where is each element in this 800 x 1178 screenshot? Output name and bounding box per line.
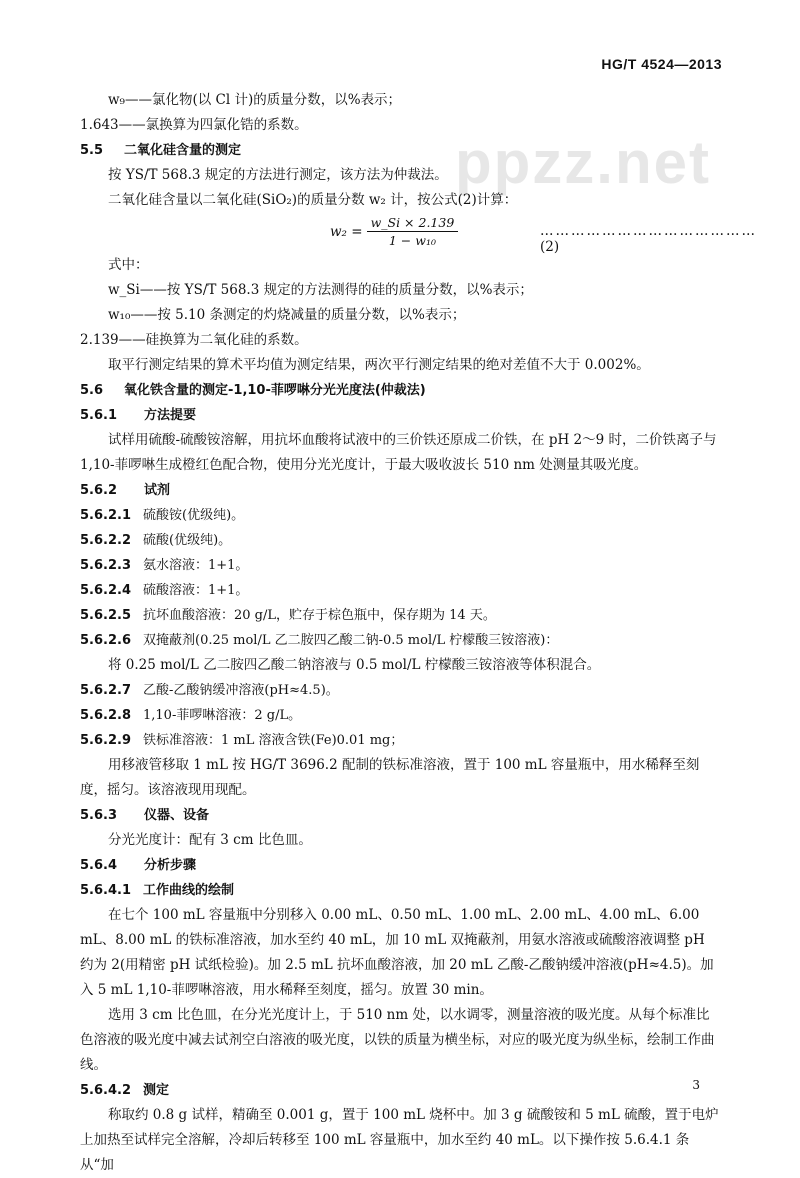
section-title: 试剂 — [144, 483, 171, 498]
reagent-6 — [80, 628, 720, 653]
section-5-6-3-heading — [80, 803, 720, 828]
section-number: 5.6.4 — [80, 858, 118, 873]
section-5-6-heading — [80, 378, 720, 403]
standard-code: HG/T 4524—2013 — [601, 56, 722, 72]
formula-numerator: w_Si × 2.139 — [367, 215, 459, 232]
reagent-number: 5.6.2.1 — [80, 508, 131, 523]
section-number: 5.5 — [80, 143, 104, 158]
reagent-text: 铁标准溶液：1 mL 溶液含铁(Fe)0.01 mg； — [143, 733, 404, 748]
section-number: 5.6.1 — [80, 408, 118, 423]
formula-expression — [330, 215, 458, 248]
watermark: ppzz.net — [455, 129, 711, 196]
formula-fraction — [367, 215, 459, 248]
section-5-6-4-1-heading — [80, 878, 720, 903]
formula-leader-dots: …………………………………… — [540, 223, 757, 239]
reagent-text: 硫酸溶液：1+1。 — [143, 583, 249, 598]
section-number: 5.6 — [80, 383, 104, 398]
reagent-number: 5.6.2.9 — [80, 733, 131, 748]
reagent-number: 5.6.2.2 — [80, 533, 131, 548]
reagent-7 — [80, 678, 720, 703]
section-title: 氧化铁含量的测定-1,10-菲啰啉分光光度法(仲裁法) — [124, 383, 426, 398]
reagent-text: 硫酸(优级纯)。 — [143, 533, 232, 548]
formula-lhs: w₂ = — [330, 223, 363, 240]
section-number: 5.6.4.2 — [80, 1083, 131, 1098]
coefficient-1643: 1.643——氯换算为四氯化锆的系数。 — [80, 117, 308, 133]
reagent-text: 1,10-菲啰啉溶液：2 g/L。 — [143, 708, 302, 723]
document-body — [80, 88, 757, 1178]
reagent-number: 5.6.2.8 — [80, 708, 131, 723]
section-title: 方法提要 — [144, 408, 197, 423]
section-5-6-3-paragraph: 分光光度计：配有 3 cm 比色皿。 — [108, 832, 312, 848]
formula-number — [540, 223, 757, 255]
result-rule: 取平行测定结果的算术平均值为测定结果，两次平行测定结果的绝对差值不大于 0.002%。 — [108, 357, 650, 373]
w10-definition: w₁₀——按 5.10 条测定的灼烧减量的质量分数，以%表示； — [108, 307, 466, 323]
reagent-text: 抗坏血酸溶液：20 g/L，贮存于棕色瓶中，保存期为 14 天。 — [143, 608, 496, 623]
reagent-1 — [80, 503, 720, 528]
section-5-6-4-1-paragraph-2: 选用 3 cm 比色皿，在分光光度计上，于 510 nm 处，以水调零，测量溶液的吸光度。从每个标准比色溶液的吸光度中减去试剂空白溶液的吸光度，以铁的质量为横坐标，对应的吸光度为纵坐标，绘制工作曲线。 — [80, 1007, 715, 1073]
wsi-definition: w_Si——按 YS/T 568.3 规定的方法测得的硅的质量分数，以%表示； — [108, 282, 533, 298]
reagent-text: 硫酸铵(优级纯)。 — [143, 508, 245, 523]
formula-label: (2) — [540, 239, 560, 255]
section-number: 5.6.2 — [80, 483, 118, 498]
reagent-text: 氨水溶液：1+1。 — [143, 558, 249, 573]
section-number: 5.6.4.1 — [80, 883, 131, 898]
reagent-number: 5.6.2.3 — [80, 558, 131, 573]
section-5-6-4-2-paragraph: 称取约 0.8 g 试样，精确至 0.001 g，置于 100 mL 烧杯中。加 3 g 硫酸铵和 5 mL 硫酸，置于电炉上加热至试样完全溶解，冷却后转移至 100 mL 容量瓶中，加水至约 40 mL。以下操作按 5.6.4.1 条从“加 — [80, 1107, 719, 1173]
reagent-number: 5.6.2.7 — [80, 683, 131, 698]
section-5-6-4-2-heading — [80, 1078, 720, 1103]
reagent-4 — [80, 578, 720, 603]
section-title: 工作曲线的绘制 — [143, 883, 235, 898]
reagent-9 — [80, 728, 720, 753]
reagent-text: 双掩蔽剂(0.25 mol/L 乙二胺四乙酸二钠-0.5 mol/L 柠檬酸三铵溶液)： — [143, 633, 559, 648]
section-5-6-2-heading — [80, 478, 720, 503]
coefficient-2139: 2.139——硅换算为二氧化硅的系数。 — [80, 332, 308, 348]
section-5-6-1-paragraph: 试样用硫酸-硫酸铵溶解，用抗坏血酸将试液中的三价铁还原成二价铁，在 pH 2～9 时，二价铁离子与 1,10-菲啰啉生成橙红色配合物，使用分光光度计，于最大吸收波长 510 nm 处测量其吸光度。 — [80, 432, 717, 473]
reagent-number: 5.6.2.4 — [80, 583, 131, 598]
where-label: 式中： — [108, 257, 149, 273]
section-5-5-paragraph-1: 按 YS/T 568.3 规定的方法进行测定，该方法为仲裁法。 — [108, 167, 448, 183]
formula-2 — [80, 213, 757, 255]
section-title: 二氧化硅含量的测定 — [124, 143, 242, 158]
reagent-5 — [80, 603, 720, 628]
section-title: 仪器、设备 — [144, 808, 210, 823]
reagent-3 — [80, 553, 720, 578]
reagent-number: 5.6.2.6 — [80, 633, 131, 648]
section-title: 测定 — [143, 1083, 170, 1098]
section-5-6-4-1-paragraph-1: 在七个 100 mL 容量瓶中分别移入 0.00 mL、0.50 mL、1.00 mL、2.00 mL、4.00 mL、6.00 mL、8.00 mL 的铁标准溶液，加水至约 40 mL，加 10 mL 双掩蔽剂，用氨水溶液或硫酸溶液调整 pH 约为 2(用精密 pH 试纸检验)。加 2.5 mL 抗坏血酸溶液，加 20 mL 乙酸-乙酸钠缓冲溶液(pH≈4.5)。加入 5 mL 1,10-菲啰啉溶液，用水稀释至刻度，摇匀。放置 30 min。 — [80, 907, 714, 998]
section-title: 分析步骤 — [144, 858, 197, 873]
formula-denominator: 1 − w₁₀ — [388, 233, 436, 248]
reagent-text: 乙酸-乙酸钠缓冲溶液(pH≈4.5)。 — [143, 683, 339, 698]
reagent-8 — [80, 703, 720, 728]
page-number: 3 — [692, 1078, 700, 1092]
reagent-2 — [80, 528, 720, 553]
reagent-9-preparation: 用移液管移取 1 mL 按 HG/T 3696.2 配制的铁标准溶液，置于 100 mL 容量瓶中，用水稀释至刻度，摇匀。该溶液现用现配。 — [80, 757, 700, 798]
w9-definition: w₉——氯化物(以 Cl 计)的质量分数，以%表示； — [108, 92, 402, 108]
reagent-number: 5.6.2.5 — [80, 608, 131, 623]
section-5-6-1-heading — [80, 403, 720, 428]
section-5-5-paragraph-2: 二氧化硅含量以二氧化硅(SiO₂)的质量分数 w₂ 计，按公式(2)计算： — [108, 192, 518, 208]
section-5-5-heading — [80, 138, 720, 163]
reagent-6-preparation: 将 0.25 mol/L 乙二胺四乙酸二钠溶液与 0.5 mol/L 柠檬酸三铵溶液等体积混合。 — [108, 657, 601, 673]
section-number: 5.6.3 — [80, 808, 118, 823]
section-5-6-4-heading — [80, 853, 720, 878]
